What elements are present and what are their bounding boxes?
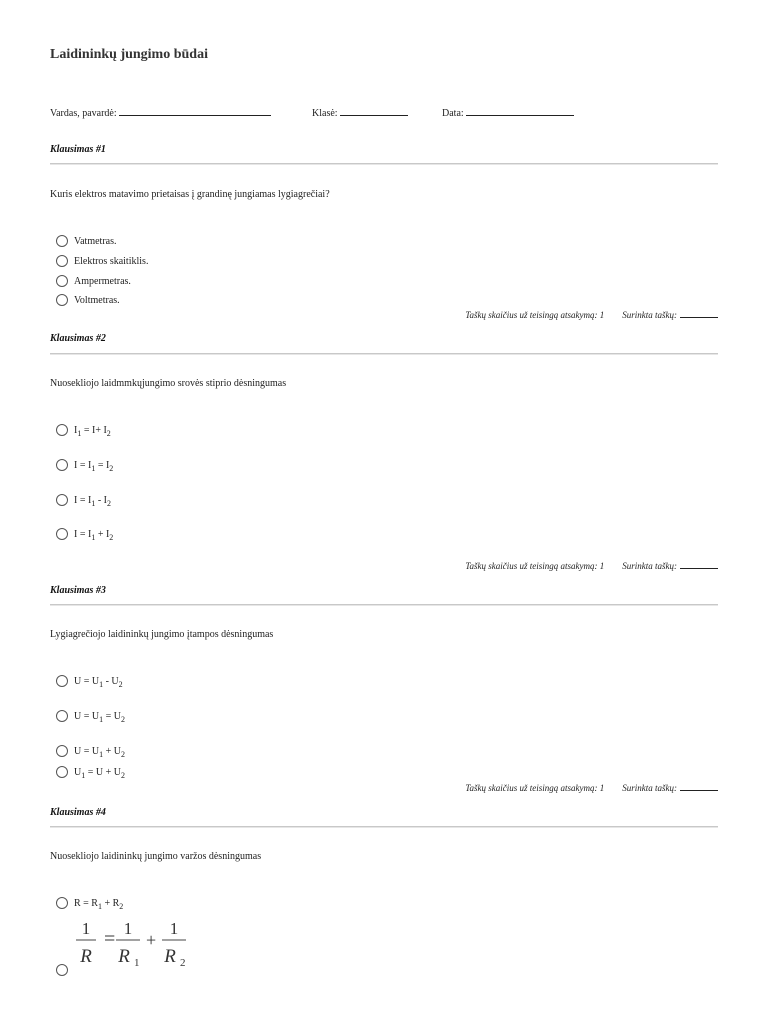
q1-option-4[interactable] <box>56 294 120 306</box>
points-value: 1 <box>599 310 605 320</box>
option-label: $I = I_1 - I_2$ <box>74 494 111 508</box>
class-blank[interactable] <box>340 106 408 116</box>
radio-button[interactable] <box>56 294 68 306</box>
q3-score-line <box>465 783 718 793</box>
option-label: $I = I_1 + I_2$ <box>74 528 114 542</box>
q1-option-2[interactable] <box>56 255 148 267</box>
q2-option-4[interactable] <box>56 528 113 540</box>
formula-r1-sub: 1 <box>134 957 140 969</box>
option-label: $U_1 = U + U_2$ <box>74 766 125 780</box>
option-label: $I_1 = I+ I_2$ <box>74 424 111 438</box>
name-field <box>50 106 271 119</box>
q2-option-1[interactable] <box>56 424 111 436</box>
name-label: Vardas, pavardė: <box>50 108 117 119</box>
collected-label: Surinkta taškų: <box>622 310 677 320</box>
q3-option-2[interactable] <box>56 710 125 722</box>
formula-numerator-1: 1 <box>81 919 91 938</box>
option-label: $U = U_1 + U_2$ <box>74 745 125 759</box>
q1-option-3[interactable] <box>56 275 131 287</box>
q1-option-1[interactable] <box>56 235 117 247</box>
q2-score-line <box>465 561 718 571</box>
question-1-divider <box>50 163 718 165</box>
q2-option-3[interactable] <box>56 494 111 506</box>
radio-button[interactable] <box>56 964 68 976</box>
formula-equals: = <box>104 928 116 950</box>
parallel-resistance-formula <box>72 918 192 978</box>
date-blank[interactable] <box>466 106 574 116</box>
question-2-heading: Klausimas #2 <box>50 333 106 344</box>
option-label: $U = U_1 = U_2$ <box>74 710 125 724</box>
date-field <box>442 106 574 119</box>
q3-option-1[interactable] <box>56 675 123 687</box>
class-field <box>312 106 408 119</box>
page-title: Laidininkų jungimo būdai <box>50 47 208 62</box>
option-label: $R = R_1 + R_2$ <box>74 897 124 911</box>
radio-button[interactable] <box>56 275 68 287</box>
radio-button[interactable] <box>56 494 68 506</box>
q1-score-line <box>465 310 718 320</box>
collected-label: Surinkta taškų: <box>622 561 677 571</box>
radio-button[interactable] <box>56 675 68 687</box>
option-label: Ampermetras. <box>74 275 131 287</box>
question-2-divider <box>50 353 718 355</box>
radio-button[interactable] <box>56 255 68 267</box>
radio-button[interactable] <box>56 745 68 757</box>
points-value: 1 <box>599 783 605 793</box>
q2-option-2[interactable] <box>56 459 113 471</box>
radio-button[interactable] <box>56 459 68 471</box>
collected-label: Surinkta taškų: <box>622 783 677 793</box>
radio-button[interactable] <box>56 897 68 909</box>
points-label: Taškų skaičius už teisingą atsakymą: <box>465 783 598 793</box>
question-4-divider <box>50 826 718 828</box>
question-4-text: Nuosekliojo laidininkų jungimo varžos dėsningumas <box>50 851 262 862</box>
name-blank[interactable] <box>119 106 271 116</box>
formula-plus: + <box>146 930 157 950</box>
radio-button[interactable] <box>56 710 68 722</box>
question-2-text: Nuosekliojo laidmmkųjungimo srovės stiprio dėsningumas <box>50 378 287 389</box>
date-label: Data: <box>442 108 464 119</box>
q3-option-3[interactable] <box>56 745 125 757</box>
formula-r2-base: R <box>164 946 176 967</box>
collected-blank[interactable] <box>680 790 718 791</box>
radio-button[interactable] <box>56 235 68 247</box>
question-1-text: Kuris elektros matavimo prietaisas į grandinę jungiamas lygiagrečiai? <box>50 189 330 200</box>
formula-r1-base: R <box>118 946 130 967</box>
points-label: Taškų skaičius už teisingą atsakymą: <box>465 561 598 571</box>
option-label: Elektros skaitiklis. <box>74 255 149 267</box>
q4-option-1[interactable] <box>56 897 123 909</box>
question-3-divider <box>50 604 718 606</box>
formula-r2-sub: 2 <box>180 957 186 969</box>
points-label: Taškų skaičius už teisingą atsakymą: <box>465 310 598 320</box>
radio-button[interactable] <box>56 528 68 540</box>
collected-blank[interactable] <box>680 568 718 569</box>
class-label: Klasė: <box>312 108 338 119</box>
formula-denominator-r: R <box>80 946 92 967</box>
collected-blank[interactable] <box>680 317 718 318</box>
q3-option-4[interactable] <box>56 766 125 778</box>
option-label: $U = U_1 - U_2$ <box>74 675 123 689</box>
option-label: Vatmetras. <box>74 235 117 247</box>
formula-numerator-2: 1 <box>123 919 133 938</box>
radio-button[interactable] <box>56 766 68 778</box>
formula-numerator-3: 1 <box>169 919 179 938</box>
q4-option-2[interactable] <box>56 964 74 976</box>
question-1-heading: Klausimas #1 <box>50 144 106 155</box>
points-value: 1 <box>599 561 605 571</box>
question-4-heading: Klausimas #4 <box>50 807 106 818</box>
option-label: Voltmetras. <box>74 294 120 306</box>
question-3-heading: Klausimas #3 <box>50 585 106 596</box>
option-label: $I = I_1 = I_2$ <box>74 459 114 473</box>
radio-button[interactable] <box>56 424 68 436</box>
question-3-text: Lygiagrečiojo laidininkų jungimo įtampos dėsningumas <box>50 629 274 640</box>
